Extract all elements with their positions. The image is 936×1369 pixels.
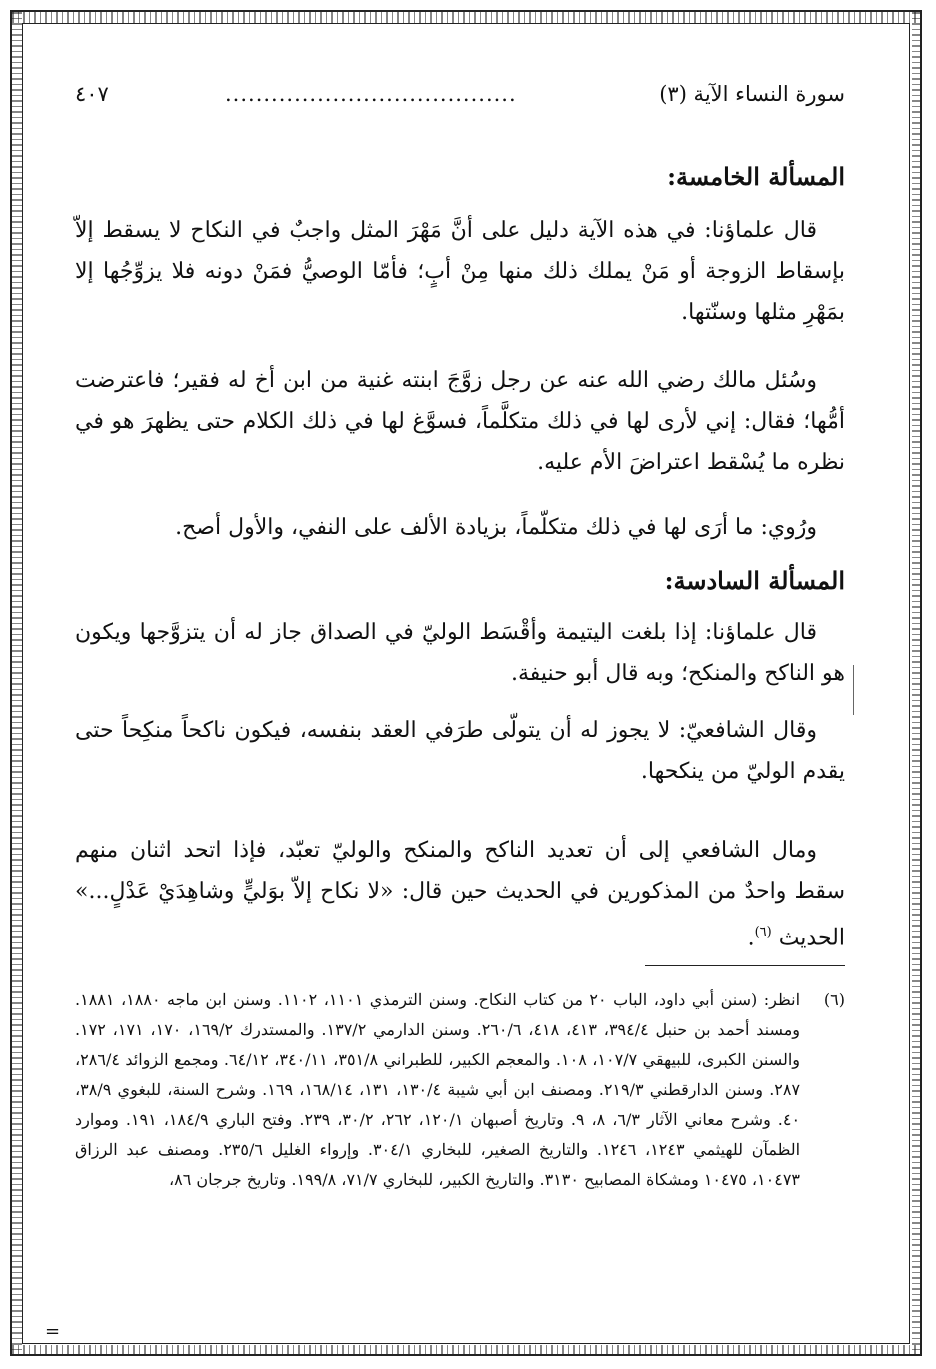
header-leader-dots: ...................................... xyxy=(225,82,517,106)
paragraph: وسُئل مالك رضي الله عنه عن رجل زوَّجَ ابنته غنية من ابن أخ له فقير؛ فاعترضت أمُّها؛ فقال: إني لأرى لها في ذلك متكلَّماً، فسوَّغ لها في ذلك الكلام حتى يظهرَ هو في نظره ما يُسْقط اعتراضَ الأم عليه. xyxy=(75,368,845,475)
running-header xyxy=(75,82,845,116)
footnote-number: (٦) xyxy=(823,990,845,1009)
paragraph-text: ومال الشافعي إلى أن تعديد الناكح والمنكح والوليّ تعبّد، فإذا اتحد اثنان منهم سقط واحدٌ من المذكورين في الحديث حين قال: «لا نكاح إلاّ بوَليٍّ وشاهِدَيْ عَدْلٍ...» الحديث xyxy=(75,838,845,951)
paragraph: ورُوي: ما أرَى لها في ذلك متكلّماً، بزيادة الألف على النفي، والأول أصح. xyxy=(175,515,817,540)
footnote-text: انظر: (سنن أبي داود، الباب ٢٠ من كتاب النكاح. وسنن الترمذي ١١٠١، ١١٠٢. وسنن ابن ماجه ١٨٨٠، ١٨٨١. ومسند أحمد بن حنبل ٣٩٤/٤، ٤١٣، ٤١٨، ٢٦٠/٦. وسنن الدارمي ١٣٧/٢. والمستدرك ١٦٩/٢، ١٧٠، ١٧١، ١٧٢. والسنن الكبرى، للبيهقي ١٠٧/٧، ١٠٨. والمعجم الكبير، للطبراني ٣٥١/٨، ٣٤٠/١١، ٦٤/١٢. ومجمع الزوائد ٢٨٦/٤، ٢٨٧. وسنن الدارقطني ٢١٩/٣. ومصنف ابن أبي شيبة ١٣٠/٤، ١٣١، ١٦٨/١٤، ١٦٩. وشرح السنة، للبغوي ٣٨/٩، ٤٠. وشرح معاني الآثار ٦/٣، ٨، ٩. وتاريخ أصبهان ١٢٠/١، ٢٦٢، ٣٠/٢، ٢٣٩. وفتح الباري ١٨٤/٩، ١٩١. وموارد الظمآن للهيثمي ١٢٤٣، ١٢٤٦. والتاريخ الصغير، للبخاري ٣٠٤/١. وإرواء الغليل ٢٣٥/٦. ومصنف عبد الرزاق ١٠٤٧٣، ١٠٤٧٥ ومشكاة المصابيح ٣١٣٠. والتاريخ الكبير، للبخاري ٧١/٧، ١٩٩/٨. وتاريخ جرجان ٨٦، xyxy=(75,990,801,1189)
paragraph: ومال الشافعي إلى أن تعديد الناكح والمنكح والوليّ تعبّد، فإذا اتحد اثنان منهم سقط واحدٌ من المذكورين في الحديث حين قال: «لا نكاح إلاّ بوَليٍّ وشاهِدَيْ عَدْلٍ...» الحديث $^{(٦)}$. xyxy=(75,838,845,951)
paragraph: قال علماؤنا: إذا بلغت اليتيمة وأقْسَط الوليّ في الصداق جاز له أن يتزوَّجها ويكون هو الناكح والمنكح؛ وبه قال أبو حنيفة. xyxy=(75,620,845,686)
margin-line-mark xyxy=(853,665,854,715)
page-number: ٤٠٧ xyxy=(75,82,109,106)
paragraph: قال علماؤنا: في هذه الآية دليل على أنَّ مَهْرَ المثل واجبٌ في النكاح لا يسقط إلاّ بإسقاط الزوجة أو مَنْ يملك ذلك منها مِنْ أبٍ؛ فأمّا الوصيُّ فمَنْ دونه فلا يزوِّجُها إلا بمَهْرِ مثلها وسنّتها. xyxy=(75,218,845,325)
section-heading-fifth: المسألة الخامسة: xyxy=(667,162,845,191)
section-heading-sixth: المسألة السادسة: xyxy=(664,566,845,595)
footnote-reference: (٦) xyxy=(754,925,772,940)
header-title: سورة النساء الآية (٣) xyxy=(659,82,845,106)
footnote-separator xyxy=(645,965,845,966)
paragraph: وقال الشافعيّ: لا يجوز له أن يتولّى طرَفي العقد بنفسه، فيكون ناكحاً منكِحاً حتى يقدم الوليّ من ينكحها. xyxy=(75,718,845,784)
footnote-continuation-mark: = xyxy=(45,1321,61,1342)
